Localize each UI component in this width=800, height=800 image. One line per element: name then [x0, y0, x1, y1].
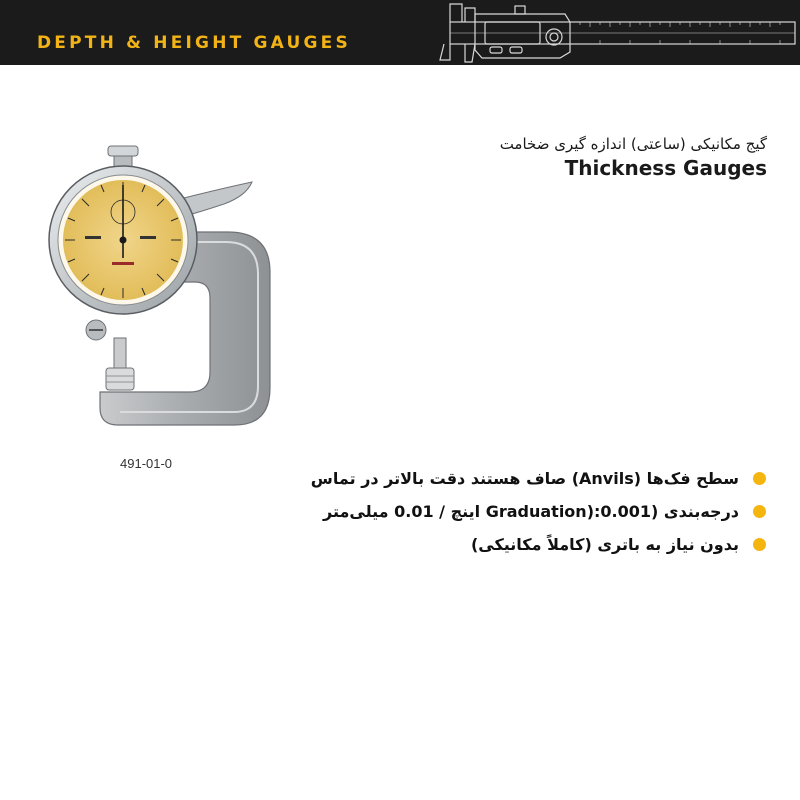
model-code: 491-01-0 — [120, 456, 173, 471]
feature-item — [206, 462, 766, 495]
feature-text: سطح فک‌ها (Anvils) صاف هستند دقت بالاتر در تماس — [310, 469, 739, 488]
bullet-icon — [753, 505, 766, 518]
dial-thickness-gauge-icon — [40, 140, 280, 440]
feature-item — [206, 528, 766, 561]
header-title: DEPTH & HEIGHT GAUGES — [37, 33, 351, 53]
bullet-icon — [753, 472, 766, 485]
feature-text: بدون نیاز به باتری (کاملاً مکانیکی) — [470, 535, 739, 554]
feature-item — [206, 495, 766, 528]
bullet-icon — [753, 538, 766, 551]
feature-list — [206, 462, 766, 561]
product-title-english: Thickness Gauges — [564, 156, 767, 180]
feature-text: درجه‌بندی (0.001:(Graduation اینچ / 0.01 میلی‌متر — [322, 502, 739, 521]
digital-caliper-icon — [430, 0, 800, 65]
header-bar — [0, 0, 800, 65]
product-title-persian: گیج مکانیکی (ساعتی) اندازه گیری ضخامت — [499, 135, 767, 153]
